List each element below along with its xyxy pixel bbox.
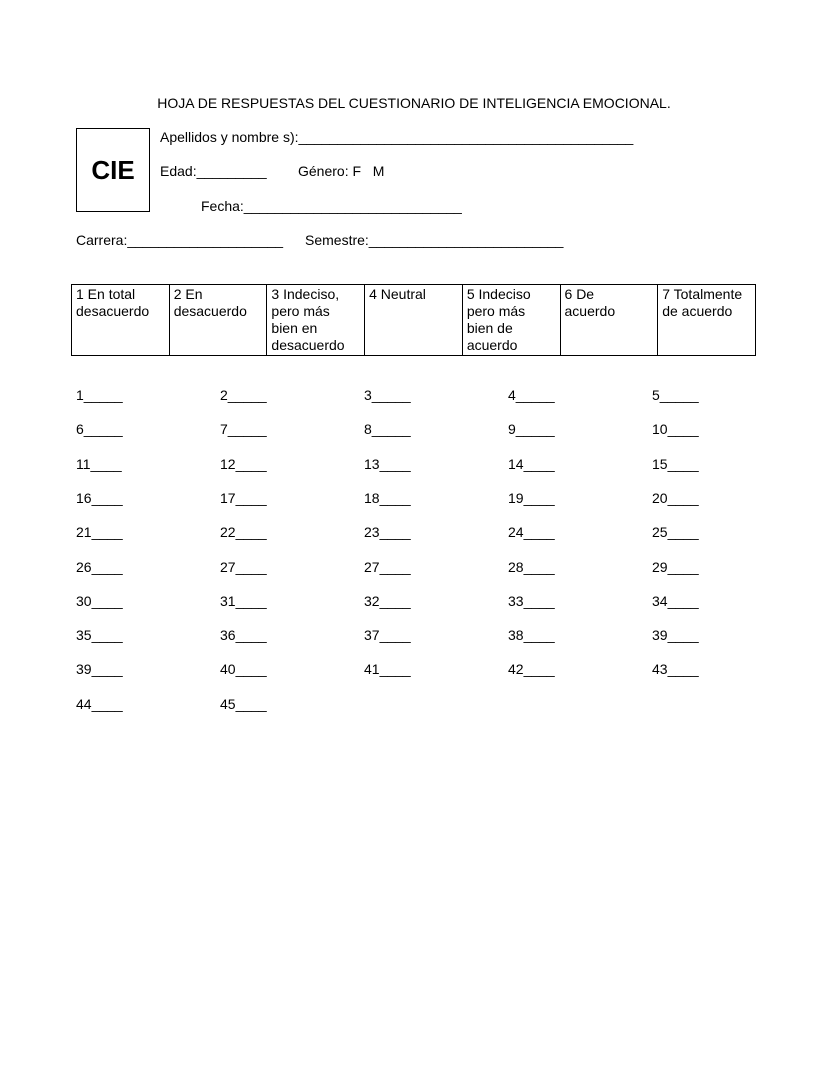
answer-item[interactable]: 34____: [652, 593, 699, 609]
answer-item[interactable]: 23____: [364, 524, 411, 540]
answer-item[interactable]: 24____: [508, 524, 555, 540]
response-scale-table: [71, 284, 756, 356]
answer-item[interactable]: 9_____: [508, 421, 555, 437]
answer-item[interactable]: 32____: [364, 593, 411, 609]
date-field[interactable]: Fecha:____________________________: [201, 198, 462, 214]
answer-item[interactable]: 1_____: [76, 387, 123, 403]
answer-item[interactable]: 28____: [508, 559, 555, 575]
answer-item[interactable]: 43____: [652, 661, 699, 677]
answer-item[interactable]: 2_____: [220, 387, 267, 403]
answer-item[interactable]: 33____: [508, 593, 555, 609]
cie-logo: CIE: [76, 128, 150, 212]
career-field[interactable]: Carrera:____________________: [76, 232, 284, 248]
scale-option-7: 7 Totalmente de acuerdo: [658, 285, 756, 356]
answer-item[interactable]: 41____: [364, 661, 411, 677]
page-title: HOJA DE RESPUESTAS DEL CUESTIONARIO DE INTELIGENCIA EMOCIONAL.: [157, 95, 671, 111]
answer-item[interactable]: 45____: [220, 696, 267, 712]
answer-item[interactable]: 39____: [652, 627, 699, 643]
answer-item[interactable]: 42____: [508, 661, 555, 677]
answer-item[interactable]: 38____: [508, 627, 555, 643]
answer-item[interactable]: 17____: [220, 490, 267, 506]
scale-option-1: 1 En total desacuerdo: [72, 285, 170, 356]
answer-item[interactable]: 36____: [220, 627, 267, 643]
answer-item[interactable]: 35____: [76, 627, 123, 643]
scale-option-3: 3 Indeciso, pero más bien en desacuerdo: [267, 285, 365, 356]
answer-item[interactable]: 12____: [220, 456, 267, 472]
answer-item[interactable]: 11____: [76, 456, 122, 472]
answer-item[interactable]: 10____: [652, 421, 699, 437]
scale-option-6: 6 De acuerdo: [560, 285, 658, 356]
name-field[interactable]: Apellidos y nombre s):___________________________________________: [160, 129, 634, 145]
answer-item[interactable]: 37____: [364, 627, 411, 643]
answer-item[interactable]: 27____: [364, 559, 411, 575]
semester-field[interactable]: Semestre:_________________________: [305, 232, 564, 248]
answer-item[interactable]: 13____: [364, 456, 411, 472]
answer-item[interactable]: 8_____: [364, 421, 411, 437]
answer-item[interactable]: 22____: [220, 524, 267, 540]
answer-item[interactable]: 30____: [76, 593, 123, 609]
answer-item[interactable]: 39____: [76, 661, 123, 677]
answer-item[interactable]: 27____: [220, 559, 267, 575]
response-scale-row: [72, 285, 756, 356]
answer-item[interactable]: 21____: [76, 524, 123, 540]
scale-option-5: 5 Indeciso pero más bien de acuerdo: [462, 285, 560, 356]
answer-item[interactable]: 5_____: [652, 387, 699, 403]
answer-item[interactable]: 14____: [508, 456, 555, 472]
answer-item[interactable]: 6_____: [76, 421, 123, 437]
answer-item[interactable]: 4_____: [508, 387, 555, 403]
answer-item[interactable]: 19____: [508, 490, 555, 506]
answer-item[interactable]: 40____: [220, 661, 267, 677]
scale-option-4: 4 Neutral: [365, 285, 463, 356]
answer-item[interactable]: 29____: [652, 559, 699, 575]
gender-field[interactable]: Género: F M: [298, 163, 385, 179]
answer-item[interactable]: 44____: [76, 696, 123, 712]
age-field[interactable]: Edad:_________: [160, 163, 267, 179]
answer-item[interactable]: 16____: [76, 490, 123, 506]
answer-item[interactable]: 25____: [652, 524, 699, 540]
answer-item[interactable]: 3_____: [364, 387, 411, 403]
scale-option-2: 2 En desacuerdo: [169, 285, 267, 356]
answer-item[interactable]: 18____: [364, 490, 411, 506]
answer-item[interactable]: 7_____: [220, 421, 267, 437]
answer-item[interactable]: 15____: [652, 456, 699, 472]
answer-item[interactable]: 31____: [220, 593, 267, 609]
answer-item[interactable]: 26____: [76, 559, 123, 575]
answer-item[interactable]: 20____: [652, 490, 699, 506]
